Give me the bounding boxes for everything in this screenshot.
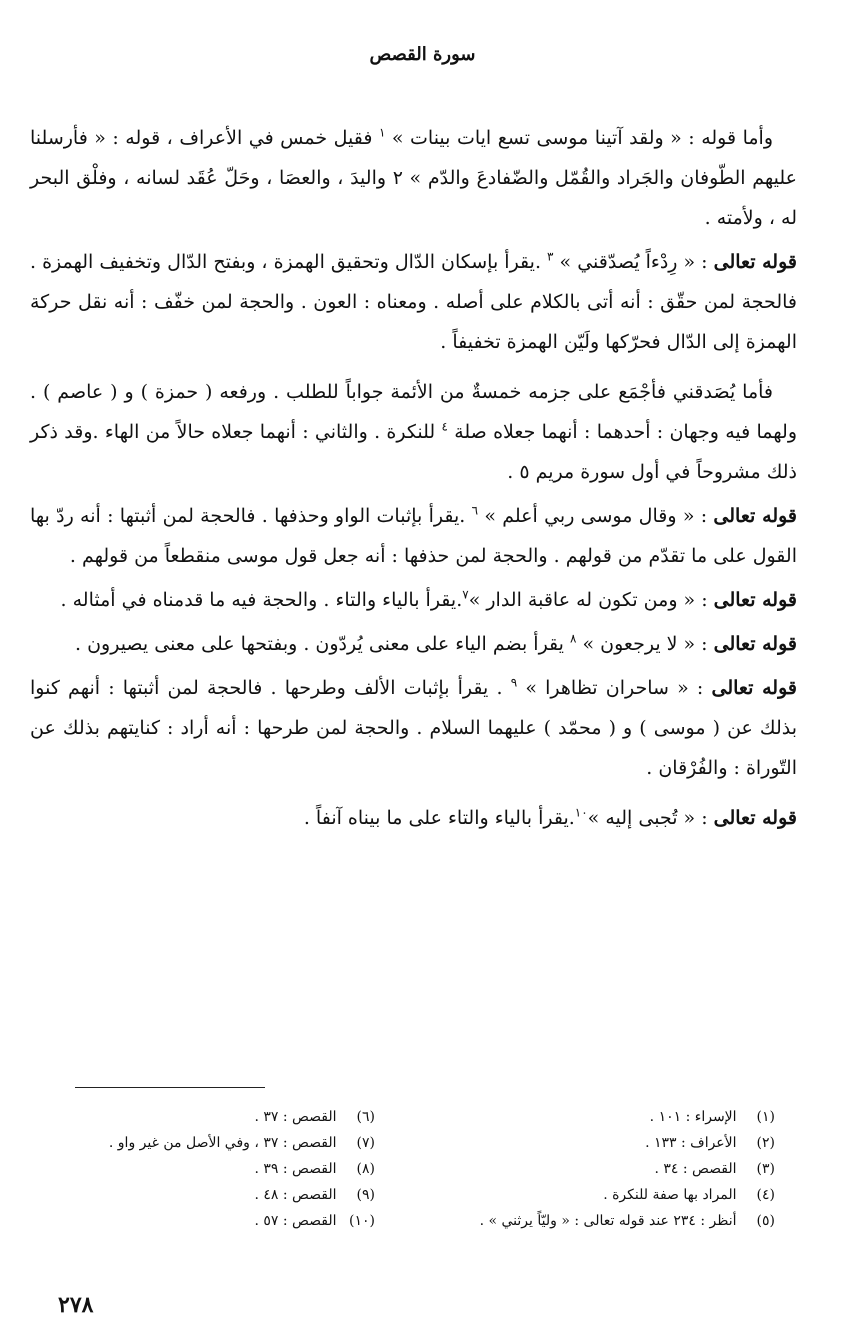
paragraph-3 bbox=[30, 372, 797, 492]
para-1-text: وأما قوله : « ولقد آتينا موسى تسع ايات بينات » bbox=[385, 127, 774, 149]
para-8-text: : « تُجبى إليه » bbox=[587, 807, 714, 829]
footnote-5 bbox=[415, 1208, 775, 1234]
footnote-8-text: القصص : ٣٩ . bbox=[254, 1161, 337, 1177]
main-text bbox=[30, 118, 797, 842]
paragraph-5 bbox=[30, 580, 797, 620]
footnotes-right-column bbox=[415, 1104, 775, 1234]
para-8-ref: ١٠ bbox=[574, 805, 588, 820]
para-5-text: : « ومن تكون له عاقبة الدار » bbox=[468, 589, 714, 611]
footnote-1-text: الإسراء : ١٠١ . bbox=[649, 1109, 737, 1125]
paragraph-6 bbox=[30, 624, 797, 664]
footnote-2 bbox=[415, 1130, 775, 1156]
para-8-tail: .يقرأ بالياء والتاء على ما بيناه آنفاً . bbox=[303, 807, 575, 829]
footnote-1-num: (١) bbox=[756, 1109, 775, 1125]
footnote-2-num: (٢) bbox=[756, 1135, 775, 1151]
footnote-6 bbox=[15, 1104, 375, 1130]
page-header: سورة القصص bbox=[369, 44, 476, 65]
footnote-7-num: (٧) bbox=[356, 1135, 375, 1151]
footnote-3 bbox=[415, 1156, 775, 1182]
para-4-text: : « وقال موسى ربي أعلم » bbox=[478, 505, 714, 527]
footnote-10 bbox=[15, 1208, 375, 1234]
footnote-2-text: الأعراف : ١٣٣ . bbox=[645, 1135, 737, 1151]
para-7-lead: قوله تعالى bbox=[711, 677, 797, 699]
para-7-tail: . يقرأ بإثبات الألف وطرحها . فالحجة لمن أثبتها : أنهم كنوا بذلك عن ( موسى ) و ( محمّد ) عليهما السلام . والحجة لمن طرحها : أنه أراد : كنايتهم بذلك عن التّوراة : والفُرْقان . bbox=[30, 677, 797, 779]
page-number: ٢٧٨ bbox=[58, 1292, 94, 1318]
footnote-3-num: (٣) bbox=[756, 1161, 775, 1177]
paragraph-2 bbox=[30, 242, 797, 362]
footnote-6-num: (٦) bbox=[356, 1109, 375, 1125]
footnote-10-text: القصص : ٥٧ . bbox=[254, 1213, 337, 1229]
footnote-4 bbox=[415, 1182, 775, 1208]
footnote-4-text: المراد بها صفة للنكرة . bbox=[603, 1187, 737, 1203]
footnote-7 bbox=[15, 1130, 375, 1156]
para-2-text: : « رِدْءاً يُصدّقني » bbox=[553, 251, 714, 273]
footnote-3-text: القصص : ٣٤ . bbox=[654, 1161, 737, 1177]
para-3-tail: للنكرة . والثاني : أنهما جعلاه حالاً من الهاء .وقد ذكر ذلك مشروحاً في أول سورة مريم ٥ . bbox=[30, 421, 797, 483]
paragraph-4 bbox=[30, 496, 797, 576]
footnote-4-num: (٤) bbox=[756, 1187, 775, 1203]
para-4-lead: قوله تعالى bbox=[713, 505, 798, 527]
paragraph-1 bbox=[30, 118, 797, 238]
paragraph-8 bbox=[30, 798, 797, 838]
para-5-ref: ٧ bbox=[462, 587, 469, 602]
footnote-8-num: (٨) bbox=[356, 1161, 375, 1177]
para-6-ref: ٨ bbox=[570, 631, 577, 646]
footnote-9 bbox=[15, 1182, 375, 1208]
footnote-5-text: أنظر : ٢٣٤ عند قوله تعالى : « وليّاً يرثني » . bbox=[479, 1213, 737, 1229]
footnote-5-num: (٥) bbox=[756, 1213, 775, 1229]
para-5-lead: قوله تعالى bbox=[713, 589, 797, 611]
footnote-8 bbox=[15, 1156, 375, 1182]
paragraph-7 bbox=[30, 668, 797, 788]
para-3-ref: ٤ bbox=[441, 419, 448, 434]
para-7-text: : « ساحران تظاهرا » bbox=[517, 677, 712, 699]
footnote-9-num: (٩) bbox=[356, 1187, 375, 1203]
para-8-lead: قوله تعالى bbox=[713, 807, 797, 829]
para-2-tail: .يقرأ بإسكان الدّال وتحقيق الهمزة ، وبفتح الدّال وتخفيف الهمزة . فالحجة لمن حقّق : أنه أتى بالكلام على أصله . ومعناه : العون . والحجة لمن خفّف : أنه نقل حركة الهمزة إلى الدّال فحرّكها ولَيّن الهمزة تخفيفاً . bbox=[30, 251, 797, 353]
footnote-1 bbox=[415, 1104, 775, 1130]
para-4-tail: .يقرأ بإثبات الواو وحذفها . فالحجة لمن أثبتها : أنه ردّ بها القول على ما تقدّم من قولهم . والحجة لمن حذفها : أنه جعل قول موسى منقطعاً من قولهم . bbox=[30, 505, 797, 567]
para-2-lead: قوله تعالى bbox=[713, 251, 797, 273]
footnote-divider bbox=[75, 1087, 265, 1088]
para-4-ref: ٦ bbox=[471, 503, 479, 518]
footnote-10-num: (١٠) bbox=[349, 1213, 375, 1229]
para-7-ref: ٩ bbox=[510, 675, 518, 690]
para-6-tail: يقرأ بضم الياء على معنى يُردّون . وبفتحها على معنى يصيرون . bbox=[75, 633, 570, 655]
para-5-tail: .يقرأ بالياء والتاء . والحجة فيه ما قدمناه في أمثاله . bbox=[60, 589, 463, 611]
footnote-9-text: القصص : ٤٨ . bbox=[254, 1187, 337, 1203]
footnote-6-text: القصص : ٣٧ . bbox=[254, 1109, 337, 1125]
para-1-tail: فقيل خمس في الأعراف ، قوله : « فأرسلنا عليهم الطّوفان والجَراد والقُمّل والضّفادعَ والدّم » ٢ واليدَ ، والعصَا ، وحَلّ عُقَد لسانه ، وفلْق البحر له ، ولأمته . bbox=[30, 127, 797, 229]
footnotes-left-column bbox=[15, 1104, 375, 1234]
footnote-7-text: القصص : ٣٧ ، وفي الأصل من غير واو . bbox=[108, 1135, 337, 1151]
para-2-ref: ٣ bbox=[547, 249, 554, 264]
para-6-lead: قوله تعالى bbox=[713, 633, 797, 655]
para-6-text: : « لا يرجعون » bbox=[576, 633, 714, 655]
para-3-text: فأما يُصَدقني فأجْمَع على جزمه خمسةٌ من الأئمة جواباً للطلب . ورفعه ( حمزة ) و ( عاصم ) . ولهما فيه وجهان : أحدهما : أنهما جعلاه صلة bbox=[30, 381, 797, 443]
para-1-ref: ١ bbox=[378, 125, 386, 140]
